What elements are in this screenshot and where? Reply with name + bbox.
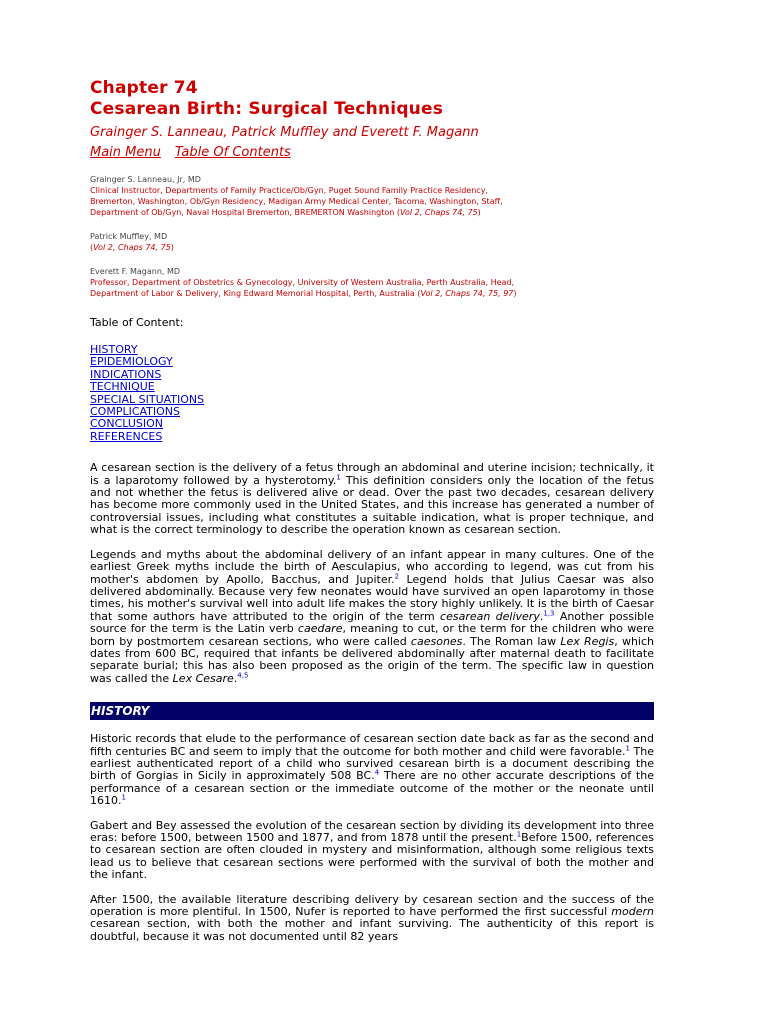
affiliation-line: Bremerton, Washington, Ob/Gyn Residency, Madigan Army Medical Center, Tacoma, Washington, Staff, [90, 197, 503, 206]
reference-link[interactable]: 4,5 [237, 671, 249, 680]
author-affiliation-3 [90, 266, 654, 299]
table-of-contents-link[interactable]: Table Of Contents [174, 145, 291, 160]
affiliation-line: Department of Labor & Delivery, King Edward Memorial Hospital, Perth, Australia (Vol 2, Chaps 74, 75, 97) [90, 289, 517, 298]
toc-link-technique[interactable]: TECHNIQUE [90, 380, 155, 394]
reference-link[interactable]: 4 [374, 768, 380, 777]
reference-link[interactable]: 1 [625, 743, 630, 752]
volume-reference: Vol 2, Chaps 74, 75 [399, 208, 478, 217]
affiliation-name: Patrick Muffley, MD [90, 232, 168, 241]
author-affiliation-1 [90, 174, 654, 218]
reference-link[interactable]: 1,3 [543, 609, 555, 618]
main-navigation [90, 144, 654, 161]
affiliation-line: Department of Ob/Gyn, Naval Hospital Bremerton, BREMERTON Washington (Vol 2, Chaps 74, 75) [90, 208, 481, 217]
history-section-heading: HISTORY [90, 702, 654, 720]
intro-paragraph-1: A cesarean section is the delivery of a fetus through an abdominal and uterine incision; technically, it is a laparotomy followed by a hysterotomy.$^1$ This definition considers only the location of the fetus and not whether the fetus is delivered alive or dead. Over the past two decades, cesarean delivery has become more commonly used in the United States, and this increase has generated a number of controversial issues, including what constitutes a suitable indication, what is proper technique, and what is the correct terminology to describe the operation known as cesarean section. [90, 461, 655, 537]
main-menu-link[interactable]: Main Menu [90, 145, 161, 160]
history-paragraph-2: Gabert and Bey assessed the evolution of the cesarean section by dividing its development into three eras: before 1500, between 1500 and 1877, and from 1878 until the present.$^1$Before 1500, references to cesarean section are often clouded in mystery and misinformation, although some religious texts lead us to believe that cesarean sections were performed with the survival of both the mother and the infant. [90, 818, 654, 882]
history-paragraph-3: After 1500, the available literature describing delivery by cesarean section and the success of the operation is more plentiful. In 1500, Nufer is reported to have performed the first successful modern cesarean section, with both the mother and infant surviving. The authenticity of this report is doubtful, because it was not documented until 82 years [90, 892, 654, 943]
intro-paragraph-2: Legends and myths about the abdominal delivery of an infant appear in many cultures. One of the earliest Greek myths include the birth of Aesculapius, who according to legend, was cut from his mother's abdomen by Apollo, Bacchus, and Jupiter.$^2$ Legend holds that Julius Caesar was also delivered abdominally. Because very few neonates would have survived an open laparotomy in those times, his mother's survival well into adult life makes the story highly unlikely. It is the birth of Caesar that some authors have attributed to the origin of the term cesarean delivery.$^{1,3}$ Another possible source for the term is the Latin verb caedare, meaning to cut, or the term for the children who were born by postmortem cesarean sections, who were called caesones. The Roman law Lex Regis, which dates from 600 BC, required that infants be delivered abdominally after maternal death to facilitate separate burial; this has also been proposed as the origin of the term. The specific law in question was called the Lex Cesare.$^{4,5}$ [90, 547, 655, 685]
toc-link-complications[interactable]: COMPLICATIONS [90, 405, 181, 419]
toc-link-special-situations[interactable]: SPECIAL SITUATIONS [90, 392, 205, 406]
chapter-title: Cesarean Birth: Surgical Techniques [90, 99, 444, 119]
affiliation-name: Everett F. Magann, MD [90, 267, 181, 276]
history-paragraph-1: Historic records that elude to the performance of cesarean section date back as far as the second and fifth centuries BC and seem to imply that the outcome for both mother and child were favorable.$^1$ The earliest authenticated report of a child who survived cesarean birth is a document describing the birth of Gorgias in Sicily in approximately 508 BC.$^4$ There are no other accurate descriptions of the performance of a cesarean section or the immediate outcome of the mother or the neonate until 1610.$^1$ [90, 732, 654, 808]
toc-link-conclusion[interactable]: CONCLUSION [90, 417, 163, 431]
reference-link[interactable]: 1 [121, 793, 126, 802]
table-of-contents [90, 344, 654, 443]
author-affiliation-2 [90, 231, 654, 253]
reference-link[interactable]: 1 [336, 473, 341, 481]
affiliation-line: Professor, Department of Obstetrics & Gynecology, University of Western Australia, Perth Australia, Head, [90, 278, 515, 287]
toc-link-epidemiology[interactable]: EPIDEMIOLOGY [90, 355, 173, 369]
toc-heading: Table of Content: [90, 316, 184, 329]
chapter-number: Chapter 74 [90, 78, 198, 98]
toc-link-references[interactable]: REFERENCES [90, 429, 163, 443]
toc-link-history[interactable]: HISTORY [90, 343, 138, 356]
document-page [90, 78, 654, 943]
volume-reference: Vol 2, Chaps 74, 75 [93, 243, 171, 252]
reference-link[interactable]: 1 [516, 830, 522, 839]
affiliation-name: Grainger S. Lanneau, Jr, MD [90, 175, 201, 184]
affiliation-line: (Vol 2, Chaps 74, 75) [90, 243, 174, 252]
volume-reference: Vol 2, Chaps 74, 75, 97 [420, 289, 514, 298]
chapter-authors: Grainger S. Lanneau, Patrick Muffley and Everett F. Magann [90, 125, 479, 140]
reference-link[interactable]: 2 [394, 571, 400, 580]
affiliation-line: Clinical Instructor, Departments of Family Practice/Ob/Gyn, Puget Sound Family Practice Residency, [90, 186, 488, 195]
toc-link-indications[interactable]: INDICATIONS [90, 367, 162, 381]
